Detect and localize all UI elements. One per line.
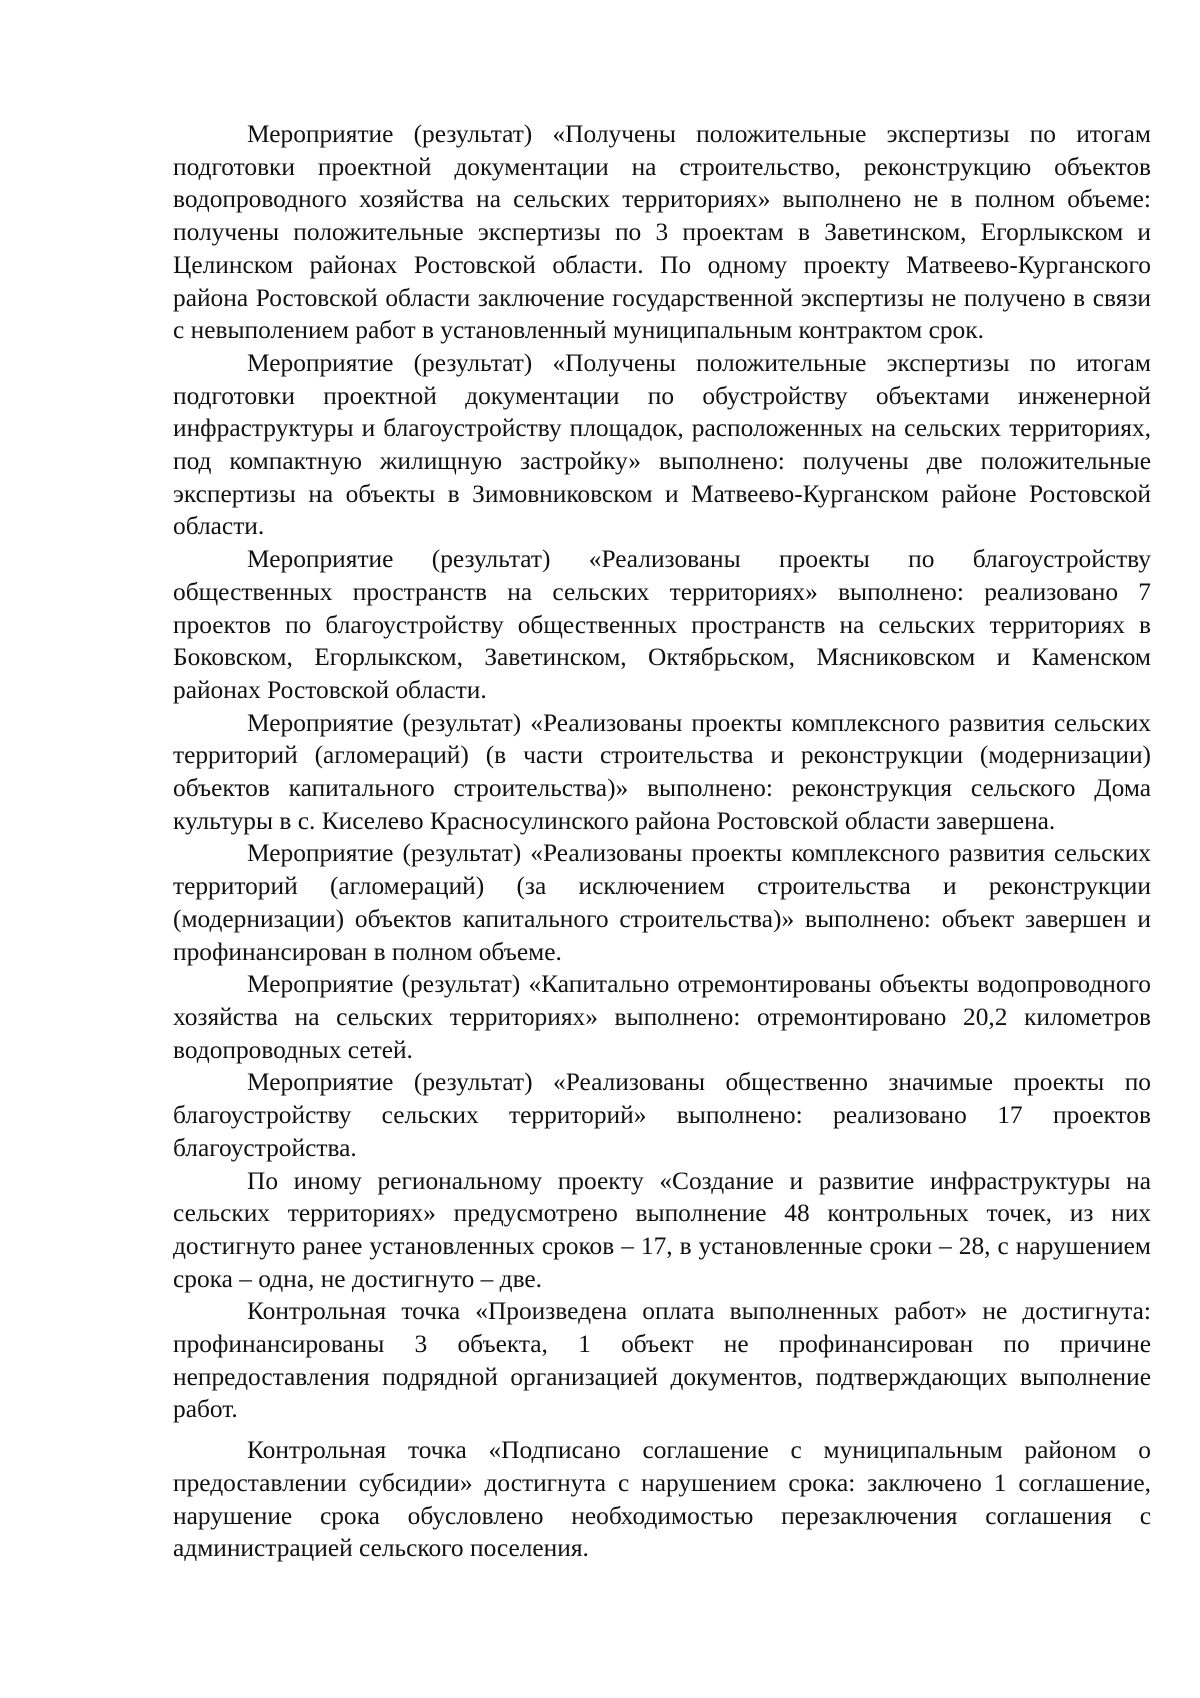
paragraph-event-infrastructure-expertise: Мероприятие (результат) «Получены положительные экспертизы по итогам подготовки проектной документации по обустройству объектами инженерной инфраструктуры и благоустройству площадок, расположенных на сельских территориях, под компактную жилищную застройку» выполнено: получены две положительные экспертизы на объекты в Зимовниковском и Матвеево-Курганском районе Ростовской области. [173,348,1151,541]
paragraph-event-agglomeration-construction: Мероприятие (результат) «Реализованы проекты комплексного развития сельских территорий (агломераций) (в части строительства и реконструкции (модернизации) объектов капитального строительства)» выполнено: реконструкция сельского Дома культуры в с. Киселево Красносулинского района Ростовской области завершена. [173,708,1151,835]
paragraph-event-water-expertise: Мероприятие (результат) «Получены положительные экспертизы по итогам подготовки проектной документации на строительство, реконструкцию объектов водопроводного хозяйства на сельских территориях» выполнено не в полном объеме: получены положительные экспертизы по 3 проектам в Заветинском, Егорлыкском и Целинском районах Ростовской области. По одному проекту Матвеево-Курганского района Ростовской области заключение государственной экспертизы не получено в связи с невыполением работ в установленный муниципальным контрактом срок. [173,120,1151,345]
paragraph-event-public-projects: Мероприятие (результат) «Реализованы общественно значимые проекты по благоустройству сельских территорий» выполнено: реализовано 17 проектов благоустройства. [173,1068,1151,1162]
paragraph-event-water-repair: Мероприятие (результат) «Капитально отремонтированы объекты водопроводного хозяйства на сельских территориях» выполнено: отремонтировано 20,2 километров водопроводных сетей. [173,970,1151,1064]
paragraph-event-agglomeration-other: Мероприятие (результат) «Реализованы проекты комплексного развития сельских территорий (агломераций) (за исключением строительства и реконструкции (модернизации) объектов капитального строительства)» выполнено: объект завершен и профинансирован в полном объеме. [173,839,1151,966]
paragraph-event-public-spaces: Мероприятие (результат) «Реализованы проекты по благоустройству общественных пространств на сельских территориях» выполнено: реализовано 7 проектов по благоустройству общественных пространств на сельских территориях в Боковском, Егорлыкском, Заветинском, Октябрьском, Мясниковском и Каменском районах Ростовской области. [173,545,1151,704]
paragraph-checkpoint-payment: Контрольная точка «Произведена оплата выполненных работ» не достигнута: профинансированы 3 объекта, 1 объект не профинансирован по причине непредоставления подрядной организацией документов, подтверждающих выполнение работ. [173,1297,1151,1424]
paragraph-checkpoint-agreement: Контрольная точка «Подписано соглашение с муниципальным районом о предоставлении субсидии» достигнута с нарушением срока: заключено 1 соглашение, нарушение срока обусловлено необходимостью перезаключения соглашения с администрацией сельского поселения. [173,1436,1151,1563]
document-body [173,118,1151,1565]
paragraph-regional-project-checkpoints: По иному региональному проекту «Создание и развитие инфраструктуры на сельских территориях» предусмотрено выполнение 48 контрольных точек, из них достигнуто ранее установленных сроков – 17, в установленные сроки – 28, с нарушением срока – одна, не достигнуто – две. [173,1166,1151,1293]
